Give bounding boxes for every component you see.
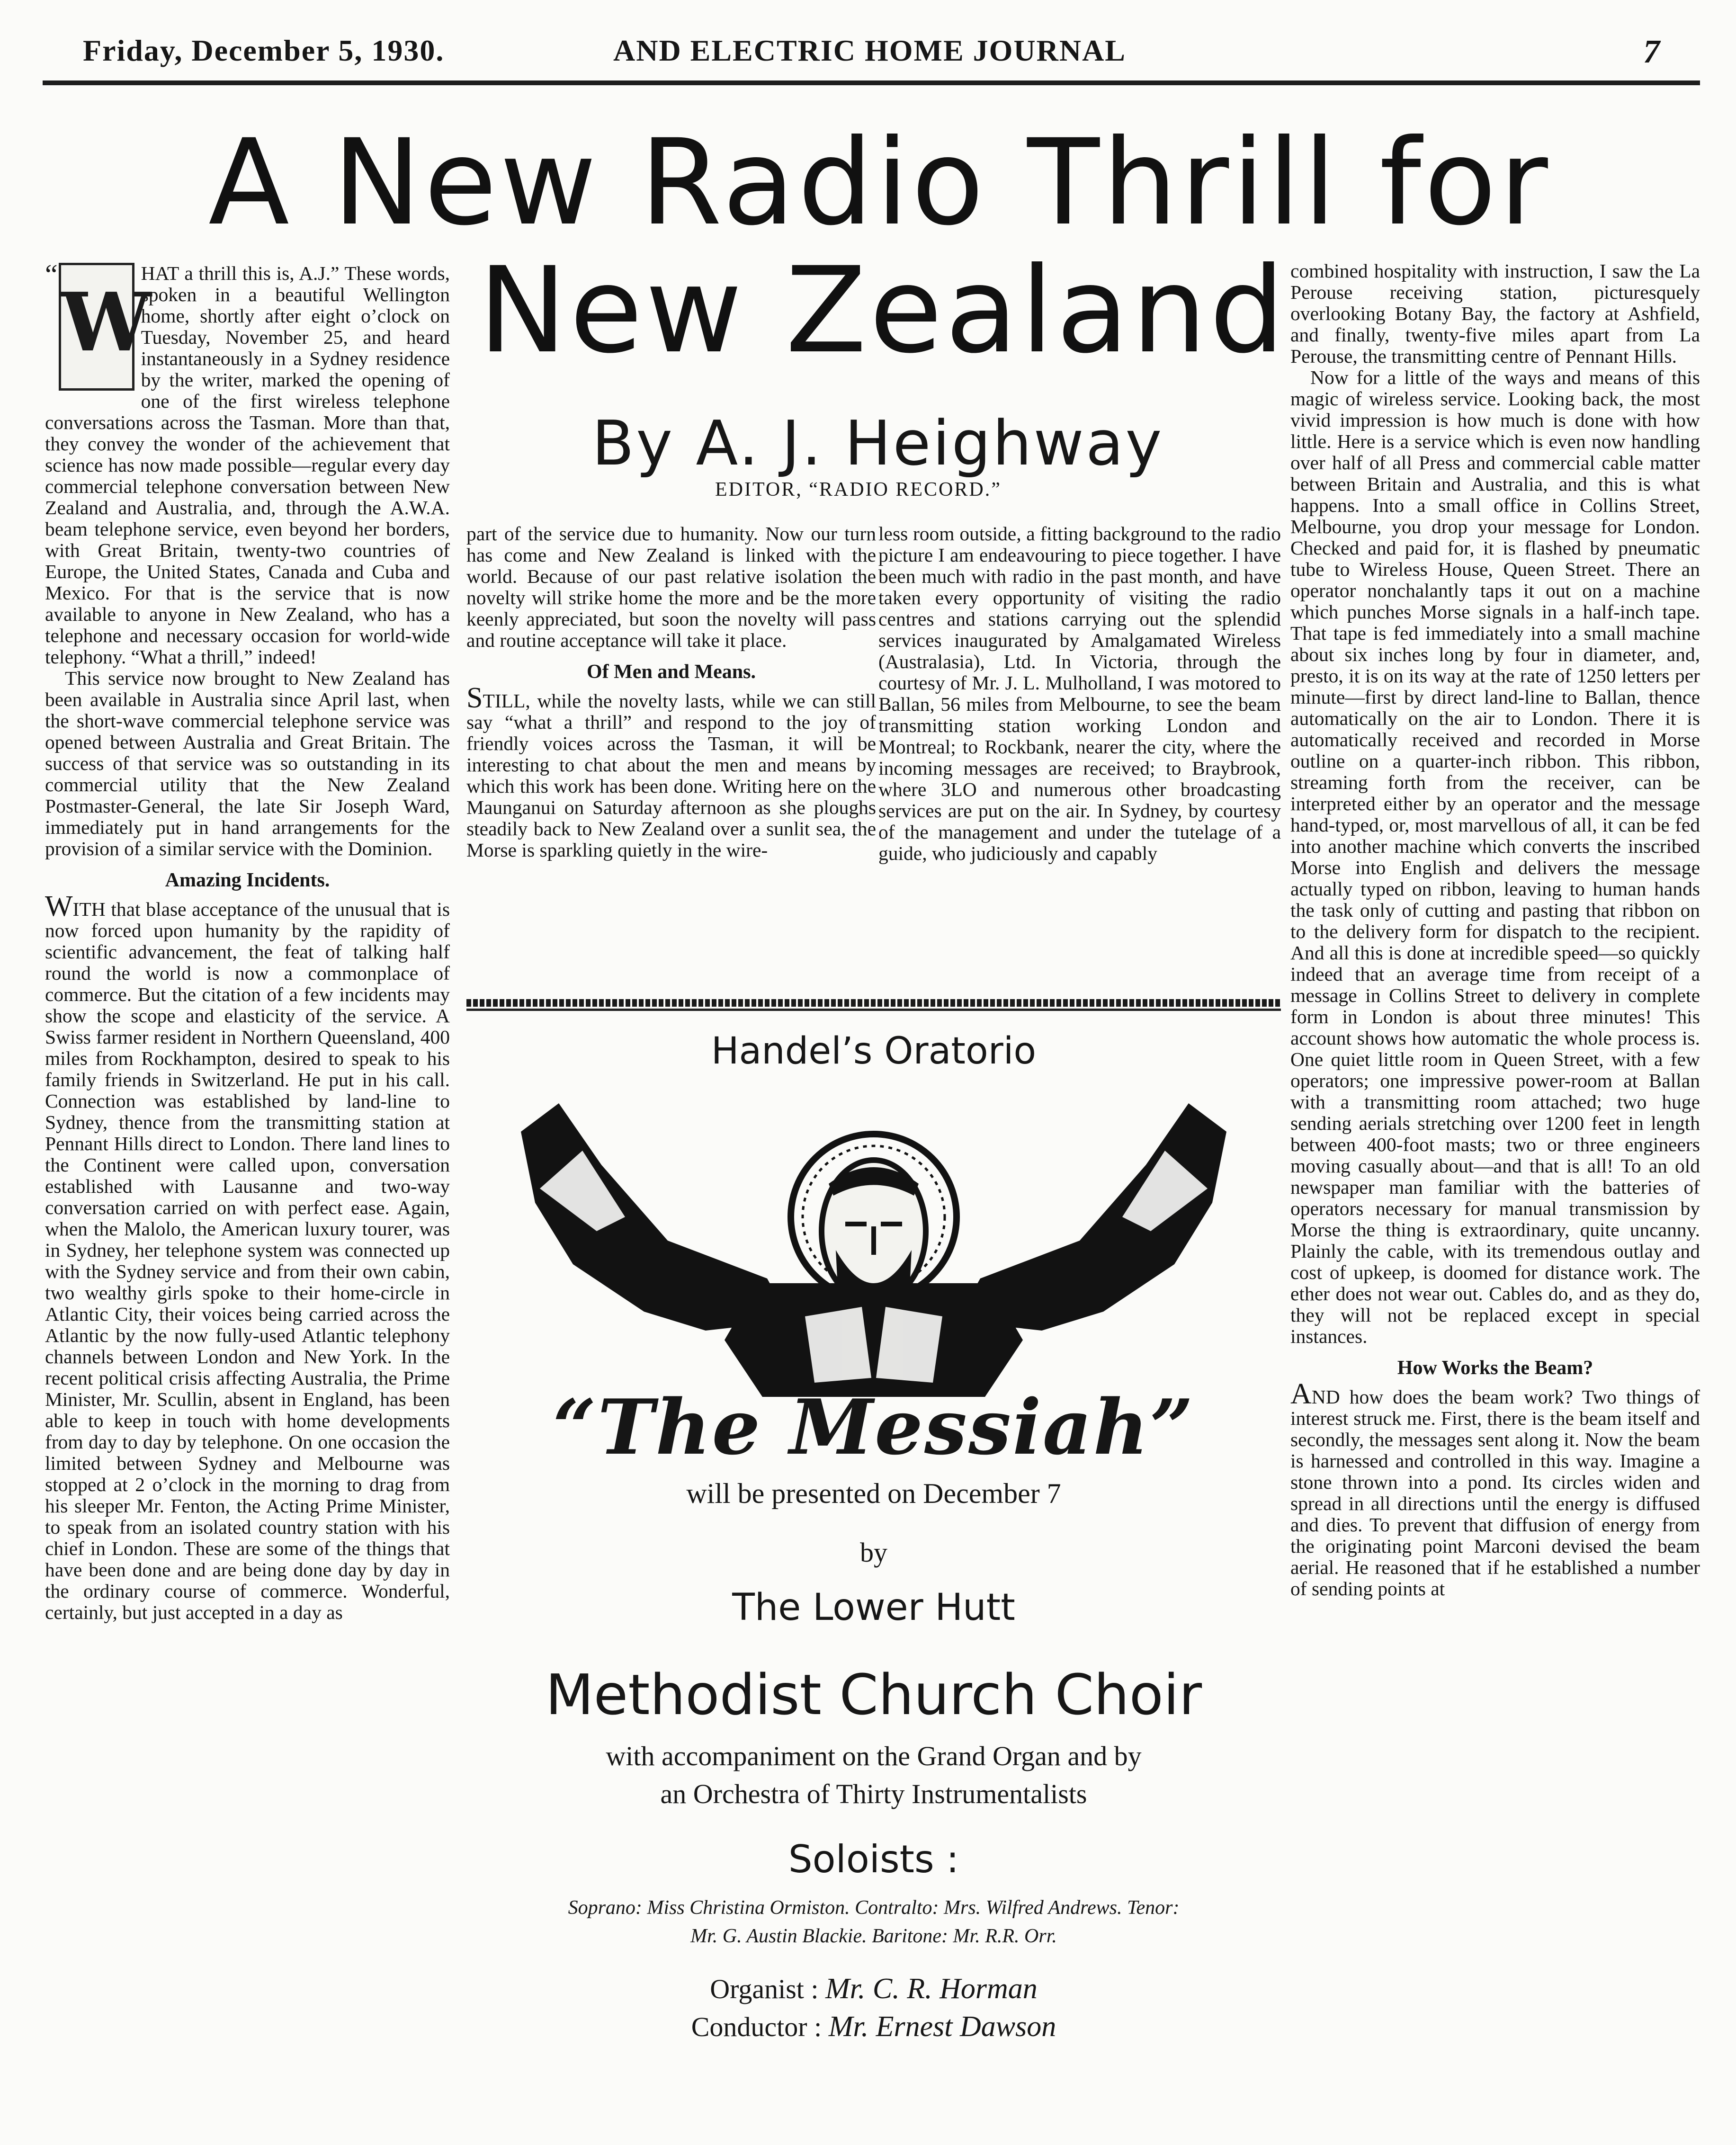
ad-accompaniment-1: with accompaniment on the Grand Organ and by bbox=[606, 1741, 1142, 1771]
headline-line-1: A New Radio Thrill for bbox=[208, 114, 1551, 251]
ad-soloists-heading: Soloists : bbox=[788, 1837, 959, 1881]
ad-by: by bbox=[860, 1537, 887, 1568]
publication-name: AND ELECTRIC HOME JOURNAL bbox=[613, 34, 1126, 67]
conductor-name: Mr. Ernest Dawson bbox=[828, 2011, 1056, 2043]
paragraph: combined hospitality with instruction, I saw the La Perouse receiving station, picturesquely overlooking Botany Bay, the factory at Ashfield, and finally, twenty-five miles apart from La Perouse, the transmitting centre of Pennant Hills. bbox=[1290, 260, 1700, 367]
ad-title-the-messiah: “The Messiah” bbox=[553, 1383, 1195, 1472]
ad-soloists-line-2: Mr. G. Austin Blackie. Baritone: Mr. R.R. Orr. bbox=[690, 1925, 1057, 1947]
ad-soloists-line-1: Soprano: Miss Christina Ormiston. Contralto: Mrs. Wilfred Andrews. Tenor: bbox=[568, 1897, 1180, 1919]
byline: By A. J. Heighway bbox=[592, 407, 1164, 479]
author-role: EDITOR, “RADIO RECORD.” bbox=[715, 479, 1002, 500]
ad-choir-name: Methodist Church Choir bbox=[545, 1662, 1202, 1727]
paragraph: less room outside, a fitting background to the radio picture I am endeavouring to piece together. I have been much with radio in the past month, and have taken every opportunity of visiting the radio centres and stations carrying out the splendid services inaugurated by Amalgamated Wireless (Australasia), Ltd. In Victoria, through the courtesy of Mr. J. L. Mulholland, I was motored to Ballan, 56 miles from Melbourne, to see the beam transmitting station working London and Montreal; to Rockbank, nearer the city, where the incoming messages are received; to Braybrook, where 3LO and numerous other broadcasting services are put on the air. In Sydney, by courtesy of the management and under the tutelage of a guide, who judiciously and capably bbox=[878, 523, 1281, 864]
ad-conductor bbox=[466, 2010, 1281, 2044]
article-column-3 bbox=[878, 523, 1281, 864]
organist-label: Organist : bbox=[710, 1974, 819, 2004]
paragraph: Now for a little of the ways and means of this magic of wireless service. Looking back, the most vivid impression is how much is done with how little. Here is a service which is even now handling over half of all Press and commercial cable matter between Britain and Australia, and this is what happens. Into a small office in Collins Street, Melbourne, you drop your message for London. Checked and paid for, it is flashed by pneumatic tube to Wireless House, Queen Street. There an operator nonchalantly taps it out on a machine which punches Morse signals in a half-inch tape. That tape is fed immediately into a small machine about six inches long by four in diameter, and, presto, it is on its way at the rate of 1250 letters per minute—first by direct land-line to Ballan, thence automatically on the air to London. There it is automatically received and recorded in Morse outline on a quarter-inch ribbon. This ribbon, streaming forth from the receiver, can be interpreted either by an operator and the message hand-typed, or, most marvellous of all, it can be fed into another machine which converts the inscribed Morse into English and delivers the message actually typed on ribbon, leaving to human hands the task only of cutting and pasting that ribbon on to the delivery form for dispatch to the recipient. And all this is done at incredible speed—so quickly indeed that an average time from receipt of a message in Collins Street to delivery in complete form in London is about three minutes! This account shows how automatic the whole process is. One quiet little room in Queen Street, with a few operators; one impressive power-room at Ballan with a transmitting room attached; two huge sending aerials stretching over 1200 feet in length between 400-foot masts; two or three engineers moving casually about—and that is all! To an old newspaper man familiar with the batteries of operators necessary for manual transmission by Morse the thing is extraordinary, quite uncanny. Plainly the cable, with its tremendous outlay and cost of upkeep, is doomed for distance work. The ether does not wear out. Cables do, and as they do, they will not be replaced except in special instances. bbox=[1290, 366, 1700, 1347]
article-column-4 bbox=[1290, 260, 1700, 1600]
paragraph: This service now brought to New Zealand has been available in Australia since April last, when the short-wave commercial telephone service was opened between Australia and Great Britain. The success of that service was so outstanding in its commercial utility that the New Zealand Postmaster-General, the late Sir Joseph Ward, immediately put in hand arrangements for the provision of a similar service with the Dominion. bbox=[45, 667, 450, 859]
article-column-1 bbox=[45, 259, 450, 1623]
page-number: 7 bbox=[1643, 34, 1661, 70]
paragraph: STILL, while the novelty lasts, while we can still say “what a thrill” and respond to the joy of friendly voices across the Tasman, it will be interesting to chat about the men and means by which this work has been done. Writing here on the Maunganui on Saturday afternoon as she ploughs steadily back to New Zealand over a sunlit sea, the Morse is sparkling quietly in the wire- bbox=[466, 682, 876, 861]
ad-accompaniment-2: an Orchestra of Thirty Instrumentalists bbox=[660, 1779, 1087, 1809]
ad-organist bbox=[466, 1972, 1281, 2006]
paragraph: AND how does the beam work? Two things of interest struck me. First, there is the beam itself and secondly, the messages sent along it. Now the beam is harnessed and controlled in this way. Imagine a stone thrown into a pond. Its circles widen and spread in all directions until the energy is diffused and dies. To prevent that diffusion of energy from the originating point Marconi devised the beam aerial. He reasoned that if he established a number of sending points at bbox=[1290, 1378, 1700, 1600]
paragraph: part of the service due to humanity. Now our turn has come and New Zealand is linked with the world. Because of our past relative isolation the novelty will strike home the more and be the more keenly appreciated, but soon the novelty will pass and routine acceptance will take it place. bbox=[466, 523, 876, 651]
organist-name: Mr. C. R. Horman bbox=[825, 1973, 1038, 2005]
headline-line-2: New Zealand bbox=[478, 241, 1288, 379]
ornamental-dropcap: W bbox=[59, 263, 134, 391]
paragraph: WITH that blase acceptance of the unusual that is now forced upon humanity by the rapidity of scientific advancement, the feat of talking half round the world is now a commonplace of commerce. But the citation of a few incidents may show the scope and elasticity of the service. A Swiss farmer resident in Northern Queensland, 400 miles from Rockhampton, desired to speak to his family friends in Switzerland. He put in his call. Connection was established by land-line to Sydney, thence from the transmitting station at Pennant Hills direct to London. There land lines to the Continent were called upon, conversation established with Lausanne and two-way conversation carried on with perfect ease. Again, when the Malolo, the American luxury tourer, was in Sydney, her telephone system was connected up with the Sydney service and from their own cabin, two wealthy girls spoke to their home-circle in Atlantic City, their voices being carried across the Atlantic by the now fully-used Atlantic telephony channels between London and New York. In the recent political crisis affecting Australia, the Prime Minister, Mr. Scullin, absent in England, has been able to keep in touch with home developments from day to day by telephone. On one occasion the limited between Sydney and Melbourne was stopped at 2 o’clock in the morning to drag from his sleeper Mr. Fenton, the Acting Prime Minister, to speak from an isolated country station with his chief in London. These are some of the things that have been done and are being done day by day in the ordinary course of commerce. Wonderful, certainly, but just accepted in a day as bbox=[45, 890, 450, 1623]
issue-date: Friday, December 5, 1930. bbox=[83, 34, 445, 67]
paragraph: “ W HAT a thrill this is, A.J.” These words, spoken in a beautiful Wellington home, shortly after eight o’clock on Tuesday, November 25, and heard instantaneously in a Sydney residence by the writer, marked the opening of one of the first wireless telephone conversations across the Tasman. More than that, they convey the wonder of the achievement that science has now made possible—regular every day commercial telephone conversation between New Zealand and Australia, and, through the A.W.A. beam telephone service, even beyond her borders, with Great Britain, twenty-two countries of Europe, the United States, Canada and Cuba and Mexico. For that is the service that is now available to anyone in New Zealand, who has a telephone and necessary occasion for world-wide telephony. “What a thrill,” indeed! bbox=[45, 259, 450, 668]
ad-presented-date: will be presented on December 7 bbox=[686, 1478, 1061, 1509]
opening-quote: “ bbox=[45, 259, 58, 290]
header-rule bbox=[43, 80, 1700, 85]
ad-border-dashed bbox=[466, 999, 1281, 1007]
ad-lower-hutt: The Lower Hutt bbox=[732, 1586, 1015, 1629]
conductor-label: Conductor : bbox=[691, 2011, 822, 2042]
ad-border-line bbox=[466, 1009, 1281, 1011]
subheading-amazing-incidents: Amazing Incidents. bbox=[165, 869, 330, 891]
subheading-how-works-the-beam: How Works the Beam? bbox=[1397, 1357, 1593, 1379]
ad-heading: Handel’s Oratorio bbox=[711, 1030, 1037, 1072]
article-column-2 bbox=[466, 523, 876, 861]
christ-figure-illustration bbox=[502, 1094, 1245, 1406]
subheading-men-and-means: Of Men and Means. bbox=[587, 661, 756, 683]
